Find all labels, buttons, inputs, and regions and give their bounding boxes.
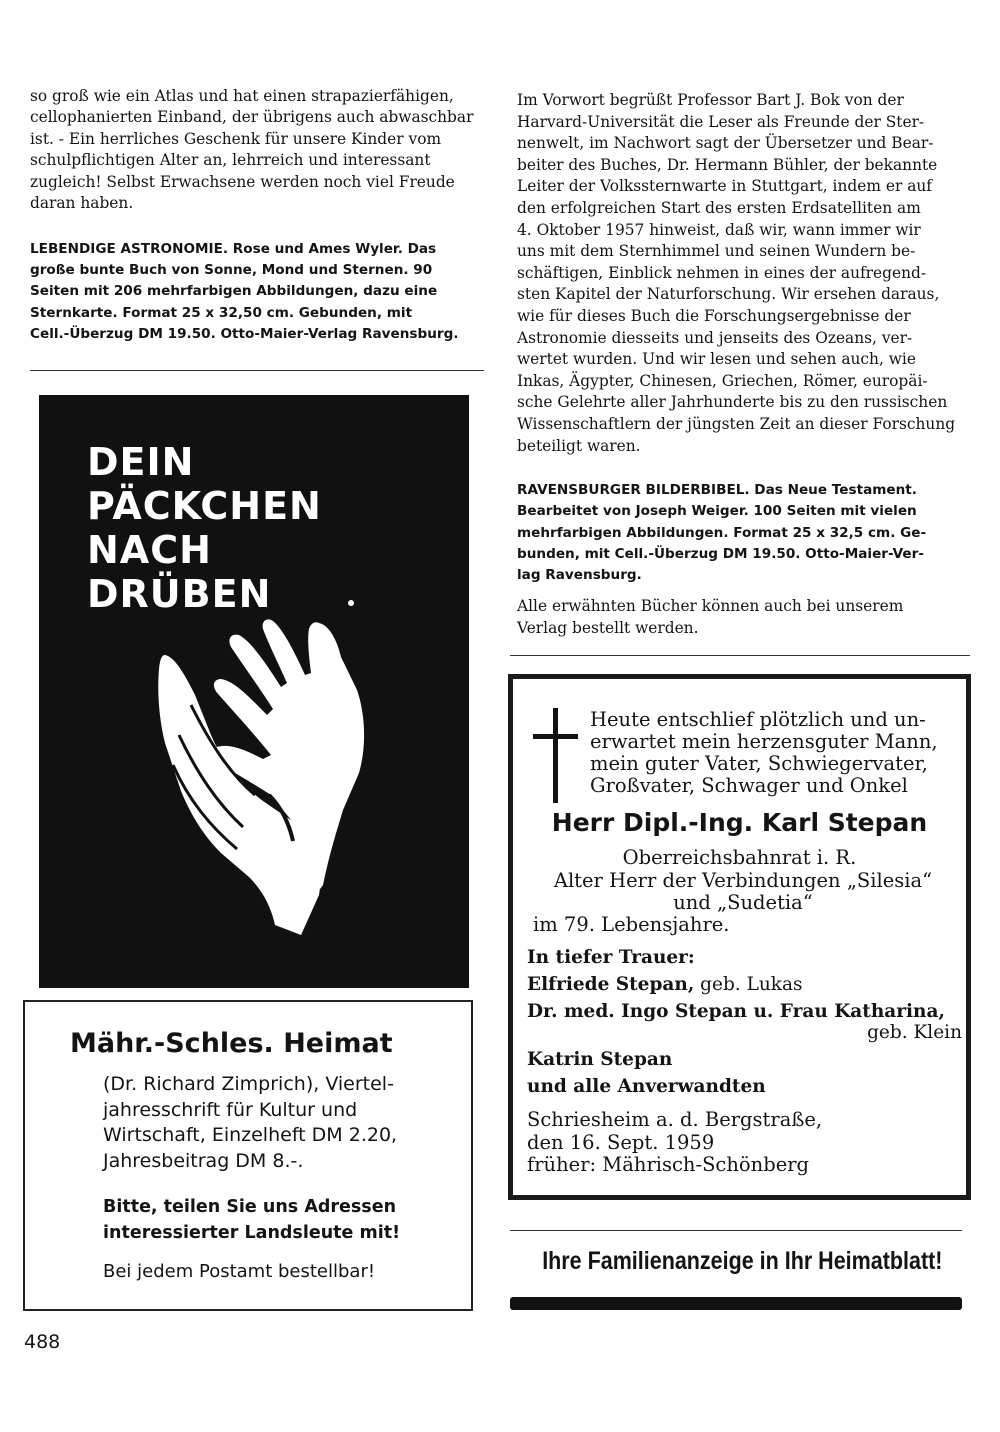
giving-hands-illustration — [151, 595, 411, 955]
poster-title-line: PÄCKCHEN — [87, 484, 322, 528]
book-reference-astronomie — [30, 239, 488, 345]
text-line: erwartet mein herzensguter Mann, — [590, 730, 938, 753]
text-line: Jahresbeitrag DM 8.-. — [103, 1149, 304, 1172]
text-line: Wirtschaft, Einzelheft DM 2.20, — [103, 1124, 398, 1146]
mourner-birth-name: geb. Klein — [867, 1022, 962, 1043]
text-line: jahresschrift für Kultur und — [103, 1098, 358, 1121]
cross-icon-bar — [533, 734, 578, 739]
text-line: cellophanierten Einband, der übrigens auch abwaschbar — [30, 108, 474, 127]
text-line: beteiligt waren. — [517, 436, 641, 455]
deceased-name: Herr Dipl.-Ing. Karl Stepan — [551, 808, 928, 837]
text-line: LEBENDIGE ASTRONOMIE. Rose und Ames Wyler. Das — [30, 241, 437, 257]
text-line: Astronomie diesseits und jenseits des Ozeans, ver- — [517, 328, 913, 347]
text-line: 4. Oktober 1957 hinweist, daß wir, wann immer wir — [517, 220, 921, 239]
text-line: wertet wurden. Und wir lesen und sehen auch, wie — [517, 350, 916, 369]
text-line: uns mit dem Sternhimmel und seinen Wundern be- — [517, 242, 916, 261]
text-line: Großvater, Schwager und Onkel — [590, 774, 908, 797]
text-line: daran haben. — [30, 194, 134, 213]
deceased-rank: Oberreichsbahnrat i. R. — [622, 846, 857, 869]
text-line: interessierter Landsleute mit! — [103, 1223, 401, 1243]
ad-description — [103, 1072, 397, 1174]
text-line: Heute entschlief plötzlich und un- — [590, 708, 926, 731]
page-number: 488 — [24, 1331, 61, 1353]
text-line: ist. - Ein herrliches Geschenk für unsere Kinder vom — [30, 129, 442, 148]
text-line: mein guter Vater, Schwiegervater, — [590, 752, 928, 775]
mourner-name: Elfriede Stepan, — [527, 974, 695, 995]
text-line: und „Sudetia“ — [673, 891, 813, 914]
obituary-place-date — [527, 1109, 822, 1177]
cross-icon — [553, 708, 558, 803]
text-line: Harvard-Universität die Leser als Freunde der Ster- — [517, 112, 925, 131]
foreword-paragraph — [517, 90, 972, 457]
text-line: (Dr. Richard Zimprich), Viertel- — [103, 1073, 394, 1095]
poster-title-line: DEIN — [87, 440, 195, 484]
text-line: Alle erwähnten Bücher können auch bei unserem — [517, 597, 904, 615]
ad-order-note: Bei jedem Postamt bestellbar! — [103, 1261, 376, 1282]
divider — [510, 655, 970, 656]
text-line: Inkas, Ägypter, Chinesen, Griechen, Römer, europäi- — [517, 371, 928, 390]
text-line: RAVENSBURGER BILDERBIBEL. Das Neue Testament. — [517, 482, 917, 498]
text-line: schulpflichtigen Alter an, lehrreich und interessant — [30, 151, 431, 170]
text-line: so groß wie ein Atlas und hat einen strapazierfähigen, — [30, 87, 454, 105]
divider — [510, 1230, 962, 1231]
poster-title-line: NACH — [87, 528, 212, 572]
order-note — [517, 596, 972, 639]
fraternity-info — [533, 870, 953, 936]
text-line: früher: Mährisch-Schönberg — [527, 1153, 810, 1176]
mourners-list — [527, 944, 962, 1100]
mourner-birth-name: geb. Lukas — [700, 974, 803, 995]
mourning-heading: In tiefer Trauer: — [527, 947, 695, 968]
text-line: Cell.-Überzug DM 19.50. Otto-Maier-Verlag Ravensburg. — [30, 325, 459, 342]
poster-title — [87, 440, 322, 616]
intro-paragraph — [30, 86, 488, 214]
text-line: schäftigen, Einblick nehmen in eines der aufregend- — [517, 263, 927, 282]
text-line: den 16. Sept. 1959 — [527, 1130, 715, 1154]
mourner: Katrin Stepan — [527, 1049, 673, 1070]
obituary-intro — [590, 709, 938, 797]
book-reference-bilderbibel — [517, 480, 972, 586]
family-ad-slogan: Ihre Familienanzeige in Ihr Heimatblatt! — [542, 1247, 943, 1275]
text-line: beiter des Buches, Dr. Hermann Bühler, der bekannte — [517, 155, 938, 174]
text-line: Alter Herr der Verbindungen „Silesia“ — [553, 869, 933, 892]
mourner — [527, 971, 962, 998]
text-line: Seiten mit 206 mehrfarbigen Abbildungen, dazu eine — [30, 283, 438, 300]
text-line: Leiter der Volkssternwarte in Stuttgart, indem er auf — [517, 177, 932, 196]
text-line: Schriesheim a. d. Bergstraße, — [527, 1108, 823, 1131]
text-line: Bitte, teilen Sie uns Adressen — [103, 1197, 397, 1217]
poster-parcel-ad — [39, 395, 469, 988]
text-line: bunden, mit Cell.-Überzug DM 19.50. Otto-Maier-Ver- — [517, 545, 924, 562]
divider — [30, 370, 484, 371]
text-line: große bunte Buch von Sonne, Mond und Sternen. 90 — [30, 262, 433, 279]
text-line: mehrfarbigen Abbildungen. Format 25 x 32,5 cm. Ge- — [517, 524, 927, 541]
black-bar — [510, 1297, 962, 1310]
text-line: Wissenschaftlern der jüngsten Zeit an dieser Forschung — [517, 414, 956, 433]
text-line: wie für dieses Buch die Forschungsergebnisse der — [517, 306, 911, 325]
obituary-notice — [508, 674, 971, 1200]
text-line: zugleich! Selbst Erwachsene werden noch viel Freude — [30, 172, 455, 191]
text-line: sche Gelehrte aller Jahrhunderte bis zu den russischen — [517, 393, 948, 412]
heimat-subscription-ad — [23, 1000, 473, 1311]
text-line: den erfolgreichen Start des ersten Erdsatelliten am — [517, 198, 921, 217]
text-line: Bearbeitet von Joseph Weiger. 100 Seiten mit vielen — [517, 503, 917, 520]
age-line: im 79. Lebensjahre. — [533, 913, 730, 936]
text-line: Im Vorwort begrüßt Professor Bart J. Bok von der — [517, 91, 904, 109]
mourner: Dr. med. Ingo Stepan u. Frau Katharina, — [527, 1001, 945, 1022]
text-line: Sternkarte. Format 25 x 32,50 cm. Gebunden, mit — [30, 304, 413, 321]
mourner: und alle Anverwandten — [527, 1076, 766, 1097]
ad-call-to-action — [103, 1194, 400, 1246]
text-line: nenwelt, im Nachwort sagt der Übersetzer und Bear- — [517, 134, 934, 153]
text-line: sten Kapitel der Naturforschung. Wir ersehen daraus, — [517, 285, 940, 304]
text-line: lag Ravensburg. — [517, 567, 642, 584]
poster-title-line: DRÜBEN — [87, 572, 272, 616]
ad-title: Mähr.-Schles. Heimat — [70, 1028, 393, 1059]
text-line: Verlag bestellt werden. — [517, 618, 699, 637]
